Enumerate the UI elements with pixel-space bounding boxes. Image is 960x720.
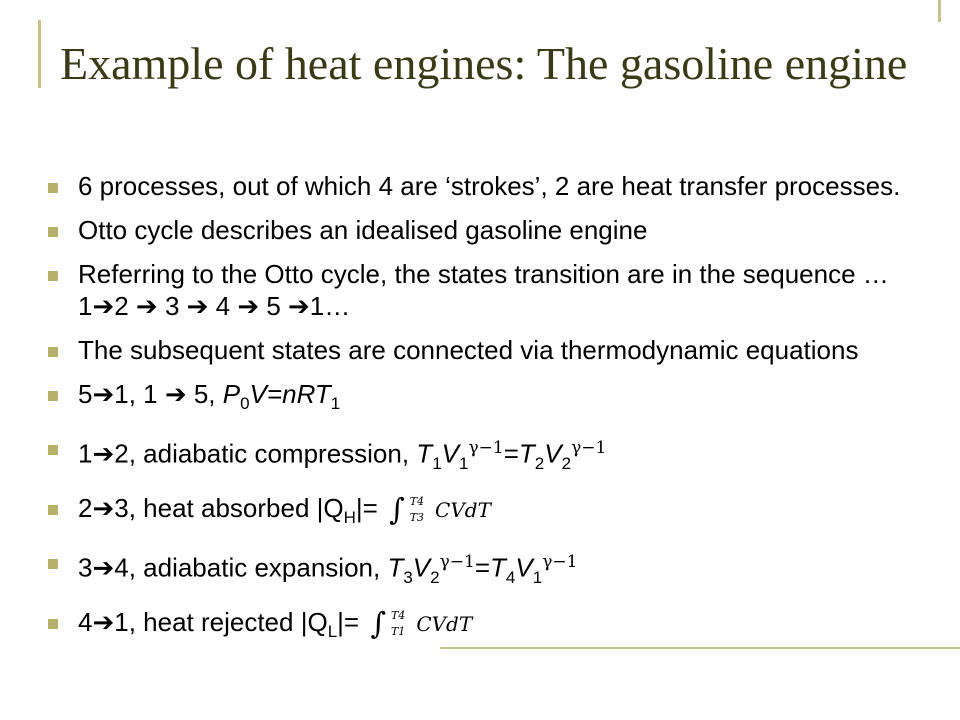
lower-limit: T1	[390, 625, 406, 639]
v1-exponent: γ−1	[468, 438, 504, 459]
v1-symbol: V	[441, 438, 459, 469]
pressure-symbol: P	[222, 379, 241, 409]
t2-symbol: T	[518, 438, 535, 469]
integral-limits	[410, 494, 424, 527]
t1-symbol: T	[416, 438, 433, 469]
bullet-adiabatic-expansion	[48, 546, 908, 594]
t3-symbol: T	[387, 552, 404, 583]
ql-subscript: L	[327, 622, 338, 642]
v2b-subscript: 2	[430, 568, 440, 588]
v2b-symbol: V	[412, 552, 431, 583]
qh-subscript: H	[343, 508, 356, 528]
temperature-subscript: 1	[330, 394, 341, 414]
bullet-expansion-text: 3➔4, adiabatic expansion,	[78, 552, 388, 583]
pressure-subscript: 0	[240, 394, 250, 414]
v2-exponent: γ−1	[571, 438, 607, 459]
upper-limit: T4	[390, 608, 406, 622]
bullet-compression-text: 1➔2, adiabatic compression,	[78, 438, 417, 469]
slide-title: Example of heat engines: The gasoline engine	[60, 38, 908, 89]
bullet-heat-absorbed	[48, 492, 908, 534]
bullet-heat-rejected	[48, 606, 908, 648]
ql-equals: |=	[337, 607, 360, 638]
integral-sign: ∫	[389, 492, 405, 528]
bullet-absorbed-text: 2➔3, heat absorbed |Q	[78, 493, 344, 524]
bullet-state-sequence: Referring to the Otto cycle, the states transition are in the sequence …1➔2 ➔ 3 ➔ 4 ➔ 5 ➔1…	[48, 258, 908, 322]
t1-subscript: 1	[432, 454, 442, 474]
ideal-gas-rhs: =nRT	[266, 379, 331, 409]
expansion-equals: =	[474, 552, 491, 583]
compression-equals: =	[503, 438, 519, 469]
bullet-connected-states: The subsequent states are connected via thermodynamic equations	[48, 334, 908, 366]
t4-subscript: 4	[505, 568, 516, 588]
volume-symbol: V	[249, 379, 267, 409]
t4-symbol: T	[490, 552, 506, 583]
bullet-ideal-gas	[48, 378, 908, 420]
top-accent-rule	[938, 0, 941, 22]
lower-limit: T3	[409, 511, 425, 525]
bullet-adiabatic-compression	[48, 432, 908, 480]
bullet-rejected-text: 4➔1, heat rejected |Q	[78, 607, 328, 638]
rejected-heat-integral	[370, 608, 472, 641]
v2b-exponent: γ−1	[439, 552, 475, 573]
absorbed-heat-integral	[389, 494, 491, 527]
v1b-exponent: γ−1	[542, 552, 578, 573]
qh-equals: |=	[355, 493, 378, 524]
v1-subscript: 1	[459, 454, 469, 474]
integrand: CVdT	[416, 612, 473, 637]
bullet-processes: 6 processes, out of which 4 are ‘strokes’, 2 are heat transfer processes.	[48, 170, 908, 202]
integrand: CVdT	[435, 498, 491, 523]
integral-sign: ∫	[370, 606, 386, 642]
v1b-symbol: V	[515, 552, 533, 583]
v1b-subscript: 1	[532, 568, 543, 588]
v2-subscript: 2	[561, 454, 572, 474]
title-accent-rule	[38, 20, 41, 88]
bullet-list	[48, 170, 908, 660]
bullet-otto-cycle: Otto cycle describes an idealised gasoline engine	[48, 214, 908, 246]
integral-limits	[391, 608, 405, 641]
t2-subscript: 2	[534, 454, 545, 474]
bullet-ideal-gas-text: 5➔1, 1 ➔ 5,	[78, 379, 223, 409]
upper-limit: T4	[409, 494, 425, 508]
t3-subscript: 3	[403, 568, 413, 588]
v2-symbol: V	[544, 438, 562, 469]
